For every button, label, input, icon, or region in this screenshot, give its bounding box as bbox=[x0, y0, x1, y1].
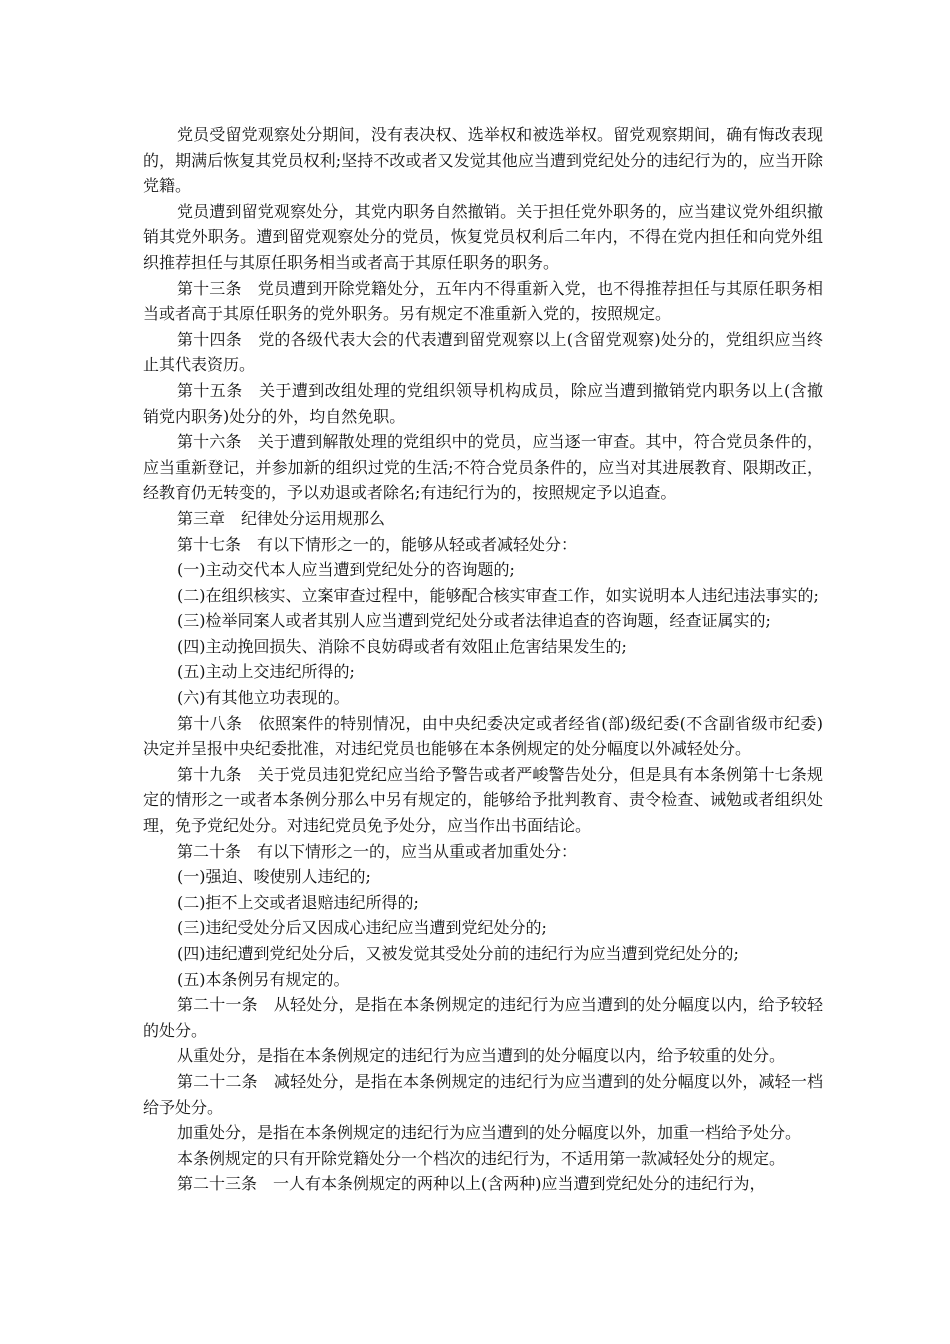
paragraph: 加重处分，是指在本条例规定的违纪行为应当遭到的处分幅度以外，加重一档给予处分。 bbox=[177, 1123, 802, 1143]
list-item: (四)违纪遭到党纪处分后，又被发觉其受处分前的违纪行为应当遭到党纪处分的; bbox=[177, 944, 739, 963]
article-21: 第二十一条 从轻处分，是指在本条例规定的违纪行为应当遭到的处分幅度以内，给予较轻的处分。 bbox=[143, 995, 823, 1040]
document-body bbox=[143, 122, 823, 1197]
article-19: 第十九条 关于党员违犯党纪应当给予警告或者严峻警告处分，但是具有本条例第十七条规定的情形之一或者本条例分那么中另有规定的，能够给予批判教育、责令检查、诫勉或者组织处理，免予党纪处分。对违纪党员免予处分，应当作出书面结论。 bbox=[143, 764, 823, 836]
paragraph: 党员遭到留党观察处分，其党内职务自然撤销。关于担任党外职务的，应当建议党外组织撤销其党外职务。遭到留党观察处分的党员，恢复党员权利后二年内，不得在党内担任和向党外组织推荐担任与其原任职务相当或者高于其原任职务的职务。 bbox=[143, 201, 823, 272]
article-22: 第二十二条 减轻处分，是指在本条例规定的违纪行为应当遭到的处分幅度以外，减轻一档给予处分。 bbox=[143, 1071, 823, 1117]
article-23: 第二十三条 一人有本条例规定的两种以上(含两种)应当遭到党纪处分的违纪行为， bbox=[177, 1174, 766, 1194]
article-17: 第十七条 有以下情形之一的，能够从轻或者减轻处分： bbox=[177, 534, 578, 554]
article-14: 第十四条 党的各级代表大会的代表遭到留党观察以上(含留党观察)处分的，党组织应当终止其代表资历。 bbox=[143, 329, 823, 375]
list-item: (一)主动交代本人应当遭到党纪处分的咨询题的; bbox=[177, 560, 515, 580]
list-item: (三)违纪受处分后又因成心违纪应当遭到党纪处分的; bbox=[177, 918, 547, 938]
list-item: (五)本条例另有规定的。 bbox=[177, 969, 350, 989]
list-item: (二)在组织核实、立案审查过程中，能够配合核实审查工作，如实说明本人违纪违法事实的; bbox=[177, 585, 819, 605]
list-item: (六)有其他立功表现的。 bbox=[177, 688, 350, 708]
list-item: (二)拒不上交或者退赔违纪所得的; bbox=[177, 892, 419, 912]
article-15: 第十五条 关于遭到改组处理的党组织领导机构成员，除应当遭到撤销党内职务以上(含撤销党内职务)处分的外，均自然免职。 bbox=[143, 380, 823, 426]
list-item: (三)检举同案人或者其别人应当遭到党纪处分或者法律追查的咨询题，经查证属实的; bbox=[177, 611, 771, 631]
paragraph: 本条例规定的只有开除党籍处分一个档次的违纪行为，不适用第一款减轻处分的规定。 bbox=[177, 1148, 786, 1168]
article-13: 第十三条 党员遭到开除党籍处分，五年内不得重新入党，也不得推荐担任与其原任职务相当或者高于其原任职务的党外职务。另有规定不准重新入党的，按照规定。 bbox=[143, 278, 823, 324]
chapter-heading: 第三章 纪律处分运用规那么 bbox=[177, 508, 386, 528]
list-item: (四)主动挽回损失、消除不良妨碍或者有效阻止危害结果发生的; bbox=[177, 636, 627, 656]
paragraph: 从重处分，是指在本条例规定的违纪行为应当遭到的处分幅度以内，给予较重的处分。 bbox=[177, 1046, 786, 1066]
list-item: (五)主动上交违纪所得的; bbox=[177, 662, 355, 682]
paragraph: 党员受留党观察处分期间，没有表决权、选举权和被选举权。留党观察期间，确有悔改表现的，期满后恢复其党员权利;坚持不改或者又发觉其他应当遭到党纪处分的违纪行为的，应当开除党籍。 bbox=[143, 125, 823, 196]
article-18: 第十八条 依照案件的特别情况，由中央纪委决定或者经省(部)级纪委(不含副省级市纪委)决定并呈报中央纪委批准，对违纪党员也能够在本条例规定的处分幅度以外减轻处分。 bbox=[143, 713, 823, 759]
list-item: (一)强迫、唆使别人违纪的; bbox=[177, 867, 371, 887]
article-20: 第二十条 有以下情形之一的，应当从重或者加重处分： bbox=[177, 841, 578, 861]
article-16: 第十六条 关于遭到解散处理的党组织中的党员，应当逐一审查。其中，符合党员条件的，应当重新登记，并参加新的组织过党的生活;不符合党员条件的，应当对其进展教育、限期改正，经教育仍无转变的，予以劝退或者除名;有违纪行为的，按照规定予以追查。 bbox=[143, 432, 823, 503]
